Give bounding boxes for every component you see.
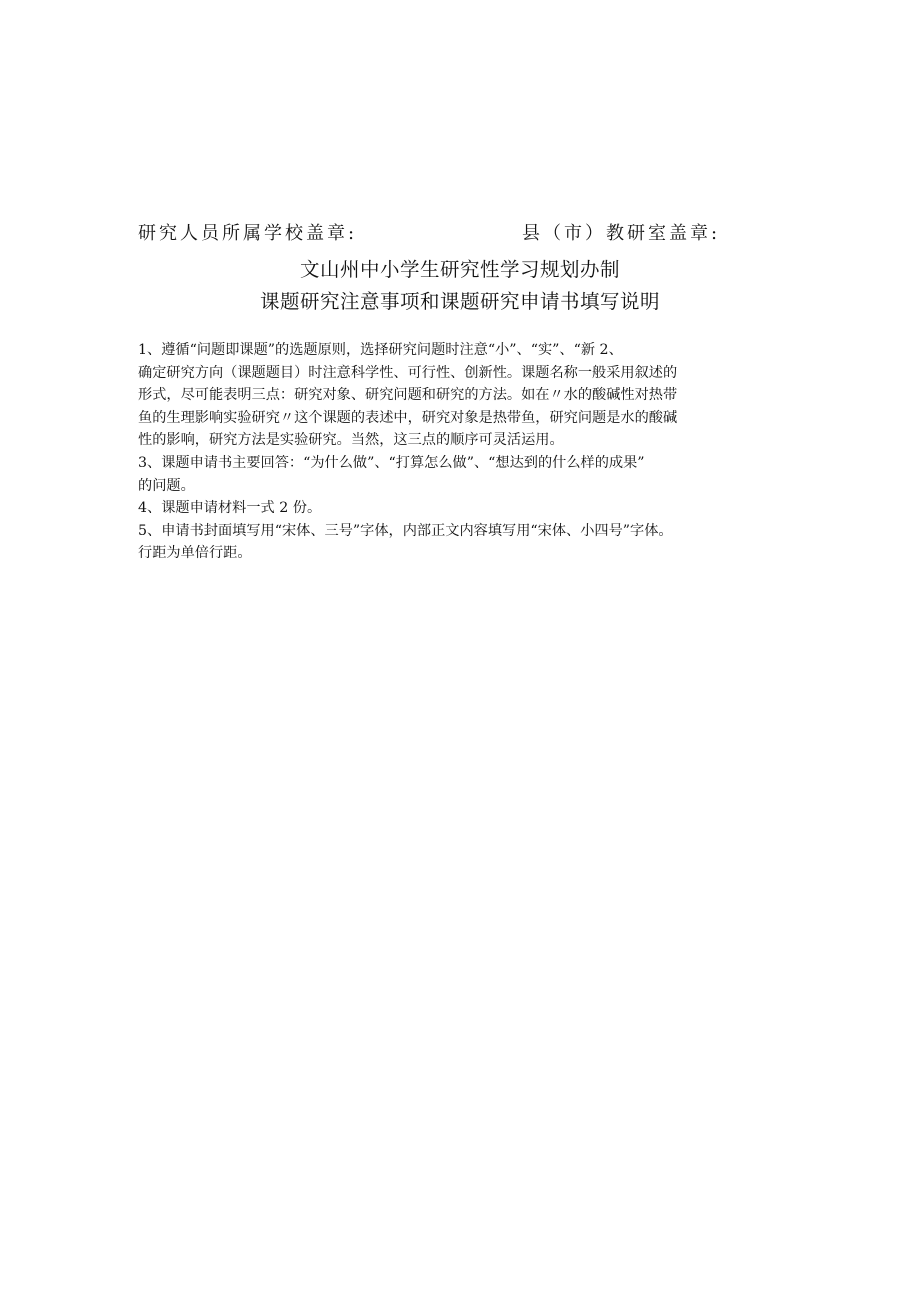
instructions-body	[138, 339, 788, 565]
document-title-issuer: 文山州中小学生研究性学习规划办制	[299, 258, 620, 281]
body-line: 形式，尽可能表明三点：研究对象、研究问题和研究的方法。如在〃水的酸碱性对热带	[138, 387, 678, 404]
body-line: 确定研究方向（课题题目）时注意科学性、可行性、创新性。课题名称一般采用叙述的	[138, 364, 678, 381]
body-line: 4、课题申请材料一式 2 份。	[138, 500, 322, 517]
body-line: 5、申请书封面填写用“宋体、三号”字体，内部正文内容填写用“宋体、小四号”字体。	[138, 522, 673, 539]
body-line: 1、遵循“问题即课题”的选题原则，选择研究问题时注意“小”、“实”、“新 2、	[138, 342, 623, 358]
county-stamp-label: 县（市）教研室盖章:	[522, 223, 721, 244]
body-line: 的问题。	[138, 477, 195, 494]
school-stamp-label: 研究人员所属学校盖章:	[138, 223, 358, 244]
body-line: 鱼的生理影响实验研究〃这个课题的表述中，研究对象是热带鱼，研究问题是水的酸碱	[138, 409, 678, 426]
body-line: 行距为单倍行距。	[138, 545, 252, 562]
body-line: 性的影响，研究方法是实验研究。当然，这三点的顺序可灵活运用。	[138, 432, 564, 449]
stamp-line	[0, 219, 920, 247]
body-line: 3、课题申请书主要回答：“为什么做”、“打算怎么做”、“想达到的什么样的成果”	[138, 454, 645, 471]
document-title-instructions: 课题研究注意事项和课题研究申请书填写说明	[259, 290, 660, 313]
